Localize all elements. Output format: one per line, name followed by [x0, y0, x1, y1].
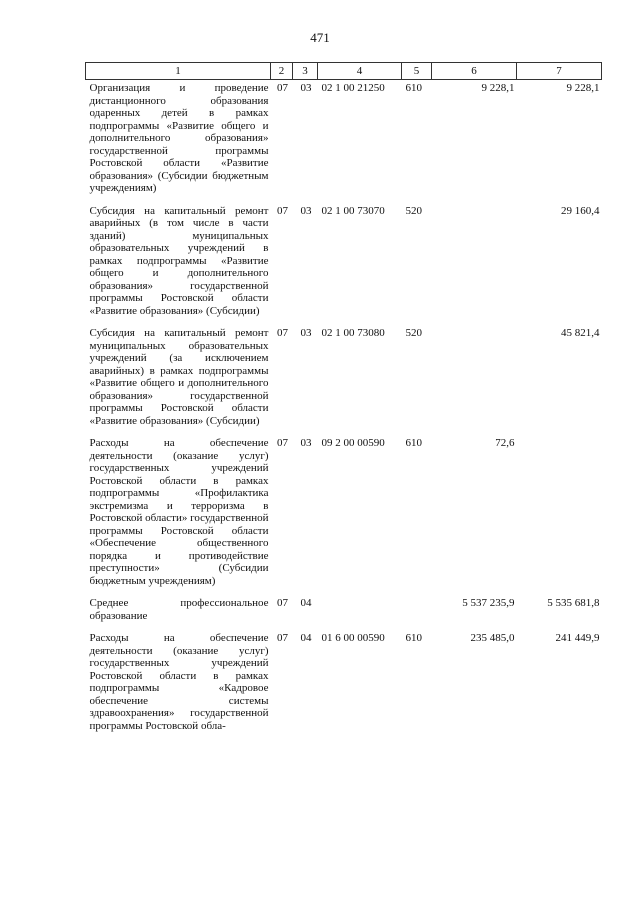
row-subsection: 04 — [300, 597, 312, 609]
row-section: 07 — [277, 82, 288, 94]
row-amount-1: 235 485,0 — [470, 632, 515, 644]
header-cell-section: 2 — [271, 63, 293, 80]
header-cell-name: 1 — [86, 63, 271, 80]
row-expense-type: 610 — [405, 437, 422, 449]
row-subsection: 04 — [300, 632, 312, 644]
row-section: 07 — [277, 204, 288, 217]
row-amount-1 — [432, 325, 517, 435]
table-row — [86, 595, 602, 630]
row-subsection: 03 — [300, 327, 312, 339]
row-amount-1: 9 228,1 — [481, 82, 515, 94]
row-expense-type: 610 — [405, 632, 422, 644]
header-cell-target-article: 4 — [318, 63, 402, 80]
row-amount-1 — [432, 203, 517, 326]
row-expense-type: 520 — [405, 204, 422, 217]
row-target-article: 02 1 00 21250 — [321, 82, 385, 94]
row-name: Субсидия на капитальный ремонт аварийных (в том числе в части зданий) муниципальных образовательных учреждений в рамках подпрограммы «Развитие общего и дополнительного образования» государственной программы Ростовской области «Развитие образования» (Субсидии) — [89, 204, 269, 317]
table-row — [86, 435, 602, 595]
row-name: Субсидия на капитальный ремонт муниципальных образовательных учреждений (за исключением аварийных) в рамках подпрограммы «Развитие общего и дополнительного образования» государственной программы Ростовской области «Развитие образования» (Субсидии) — [89, 327, 269, 427]
header-cell-expense-type: 5 — [402, 63, 432, 80]
row-amount-2: 241 449,9 — [555, 632, 600, 644]
row-name: Расходы на обеспечение деятельности (оказание услуг) государственных учреждений Ростовской области в рамках подпрограммы «Профилактика экстремизма и терроризма в Ростовской области» государственной программы Ростовской области «Обеспечение общественного порядка и противодействие преступности» (Субсидии бюджетным учреждениям) — [89, 437, 269, 587]
row-section: 07 — [277, 597, 288, 609]
row-expense-type — [402, 595, 432, 630]
row-amount-2: 9 228,1 — [566, 82, 600, 94]
row-section: 07 — [277, 327, 288, 339]
header-cell-subsection: 3 — [293, 63, 318, 80]
row-target-article: 02 1 00 73080 — [321, 327, 385, 339]
row-section: 07 — [277, 437, 288, 449]
row-expense-type: 610 — [405, 82, 422, 94]
page-number: 471 — [310, 30, 330, 45]
row-amount-2 — [517, 435, 602, 595]
row-target-article: 09 2 00 00590 — [321, 437, 385, 449]
row-subsection: 03 — [300, 204, 312, 217]
row-name: Организация и проведение дистанционного образования одаренных детей в рамках подпрограммы «Развитие общего и дополнительного образования» государственной программы Ростовской области «Развитие образования» (Субсидии бюджетным учреждениям) — [89, 82, 269, 194]
table-row — [86, 80, 602, 203]
row-target-article — [318, 595, 402, 630]
table-row — [86, 325, 602, 435]
row-section: 07 — [277, 632, 288, 644]
row-amount-1: 72,6 — [495, 437, 515, 449]
header-cell-amount-1: 6 — [432, 63, 517, 80]
row-amount-2: 5 535 681,8 — [547, 597, 600, 609]
header-cell-amount-2: 7 — [517, 63, 602, 80]
row-name: Среднее профессиональное образование — [89, 597, 269, 622]
row-subsection: 03 — [300, 437, 312, 449]
row-name: Расходы на обеспечение деятельности (оказание услуг) государственных учреждений Ростовской области в рамках подпрограммы «Кадровое обеспечение системы здравоохранения» государственной программы Ростовской обла- — [89, 632, 269, 732]
row-amount-2: 29 160,4 — [561, 204, 600, 217]
budget-table — [85, 62, 602, 740]
row-expense-type: 520 — [405, 327, 422, 339]
table-row — [86, 203, 602, 326]
row-target-article: 02 1 00 73070 — [321, 204, 385, 217]
row-target-article: 01 6 00 00590 — [321, 632, 385, 644]
row-amount-2: 45 821,4 — [561, 327, 600, 339]
row-amount-1: 5 537 235,9 — [462, 597, 515, 609]
row-subsection: 03 — [300, 82, 312, 94]
header-row — [86, 63, 602, 80]
table-row — [86, 630, 602, 740]
